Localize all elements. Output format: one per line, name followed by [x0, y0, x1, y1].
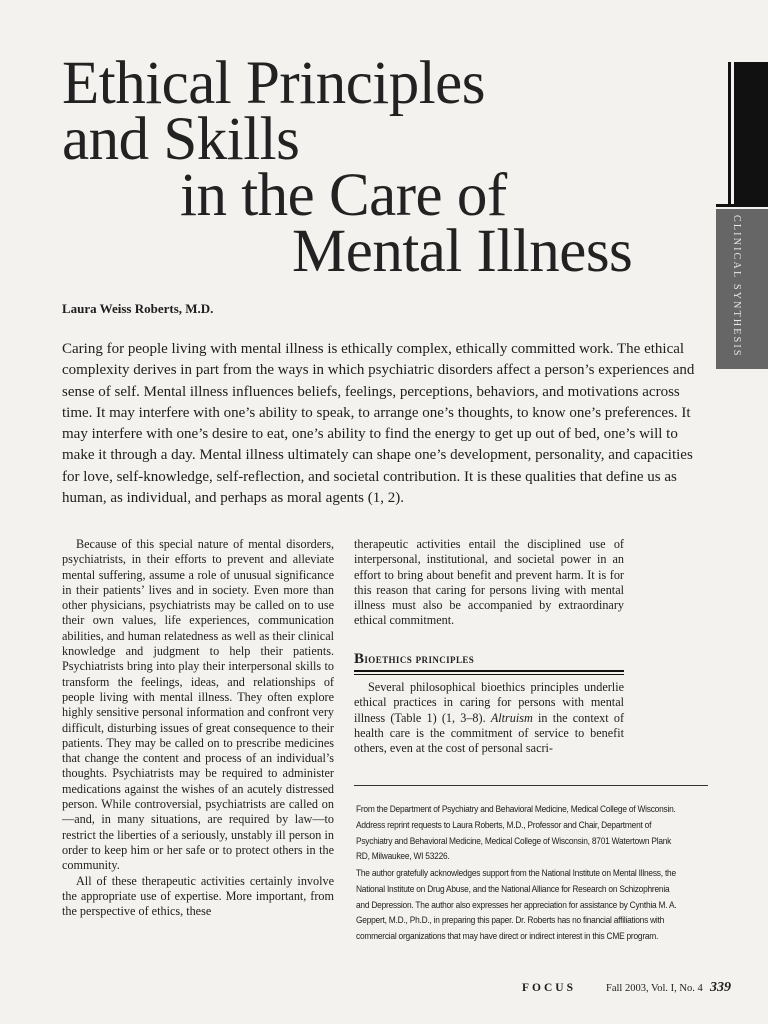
body-paragraph: All of these therapeutic activities certainly involve the appropriate use of expertise. More important, from the perspective of ethics, these — [62, 873, 334, 919]
defined-term: Altruism — [490, 710, 533, 725]
footnote-acknowledgment: The author gratefully acknowledges support from the National Institute on Mental Illness, the National Institute on Drug Abuse, and the National Alliance for Research on Schizophrenia and Depression. The author also expresses her appreciation for assistance by Cynthia M. A. Geppert, M.D., Ph.D., in preparing this paper. Dr. Roberts has no financial affiliations with commercial organizations that may have direct or indirect interest in this CME program. — [356, 868, 677, 942]
heading-rule-thin — [354, 674, 624, 675]
title-line: Ethical Principles — [62, 50, 485, 117]
section-tab-line: CLINICAL — [731, 215, 742, 280]
title-line: in the Care of — [180, 162, 507, 229]
body-paragraph: Because of this special nature of mental disorders, psychiatrists, in their efforts to prevent and alleviate mental suffering, assume a role of unusual significance in their patients’ lives and in society. Even more than other physicians, psychiatrists may be called on to use their own values, life experiences, communication abilities, and human relatedness as well as their clinical knowledge and judgment to help their patients. Psychiatrists bring into play their interpersonal skills to transform the feelings, ideas, and relationships of people living with mental illness. They often explore highly sensitive personal information and confront very difficult, disturbing issues of great consequence to their patients. They may be called on to prescribe medicines that change the content and process of an individual’s thoughts. Psychiatrists may be required to administer medications against the wishes of an acutely distressed person. While controversial, psychiatrists are called on—and, in many situations, are required by law—to restrict the liberties of a seriously, unstably ill person in order to keep him or her safe or to protect others in the community. — [62, 537, 334, 873]
author-byline: Laura Weiss Roberts, M.D. — [62, 301, 214, 316]
article-title — [62, 50, 633, 285]
section-tab-bar — [734, 62, 768, 204]
abstract: Caring for people living with mental illness is ethically complex, ethically committed work. The ethical complexity derives in part from the ways in which psychiatric disorders affect a person’s experiences and sense of self. Mental illness influences beliefs, feelings, perceptions, behaviors, and motivations across time. It may interfere with one’s ability to speak, to arrange one’s thoughts, to know one’s preferences. It may interfere with one’s desire to eat, one’s ability to find the energy to get up out of bed, one’s will to make it through a day. Mental illness ultimately can shape one’s development, personality, and capacities for love, self-knowledge, self-reflection, and societal contribution. It is these qualities that define us as human, as individual, and perhaps as moral agents (1, 2). — [62, 341, 695, 507]
body-paragraph: therapeutic activities entail the disciplined use of interpersonal, institutional, and societal power in an effort to bring about benefit and prevent harm. It is for this reason that caring for persons living with mental illness must also be accompanied by extraordinary ethical commitment. — [354, 537, 624, 628]
body-column-right — [354, 537, 624, 629]
journal-name: FOCUS — [522, 982, 576, 994]
section-tab-label — [720, 215, 742, 365]
section-tab-line: SYNTHESIS — [731, 283, 742, 358]
paragraph-text: in the context of health care is the commitment of service to benefit others, even at the cost of personal sacri- — [354, 710, 624, 756]
page-number: 339 — [710, 980, 731, 995]
title-line: Mental Illness — [292, 218, 633, 285]
body-column-right-continued — [354, 680, 624, 756]
heading-initial: B — [354, 651, 365, 667]
section-heading — [354, 651, 624, 668]
paragraph-text: Several philosophical bioethics principles underlie ethical practices in caring for persons with mental illness (Table 1) (1, 3–8). — [354, 680, 624, 725]
body-column-left — [62, 537, 334, 919]
footnote-divider — [354, 785, 708, 786]
heading-text: ioethics principles — [364, 652, 475, 666]
heading-rule — [354, 670, 624, 672]
title-line: and Skills — [62, 106, 300, 173]
footnote-affiliation: From the Department of Psychiatry and Behavioral Medicine, Medical College of Wisconsin. Address reprint requests to Laura Roberts, M.D., Professor and Chair, Department of Psychiatry and Behavioral Medicine, Medical College of Wisconsin, 8701 Watertown Plank RD, Milwaukee, WI 53226. — [356, 804, 676, 862]
body-paragraph — [354, 680, 624, 756]
issue-info: Fall 2003, Vol. I, No. 4 — [606, 983, 703, 994]
